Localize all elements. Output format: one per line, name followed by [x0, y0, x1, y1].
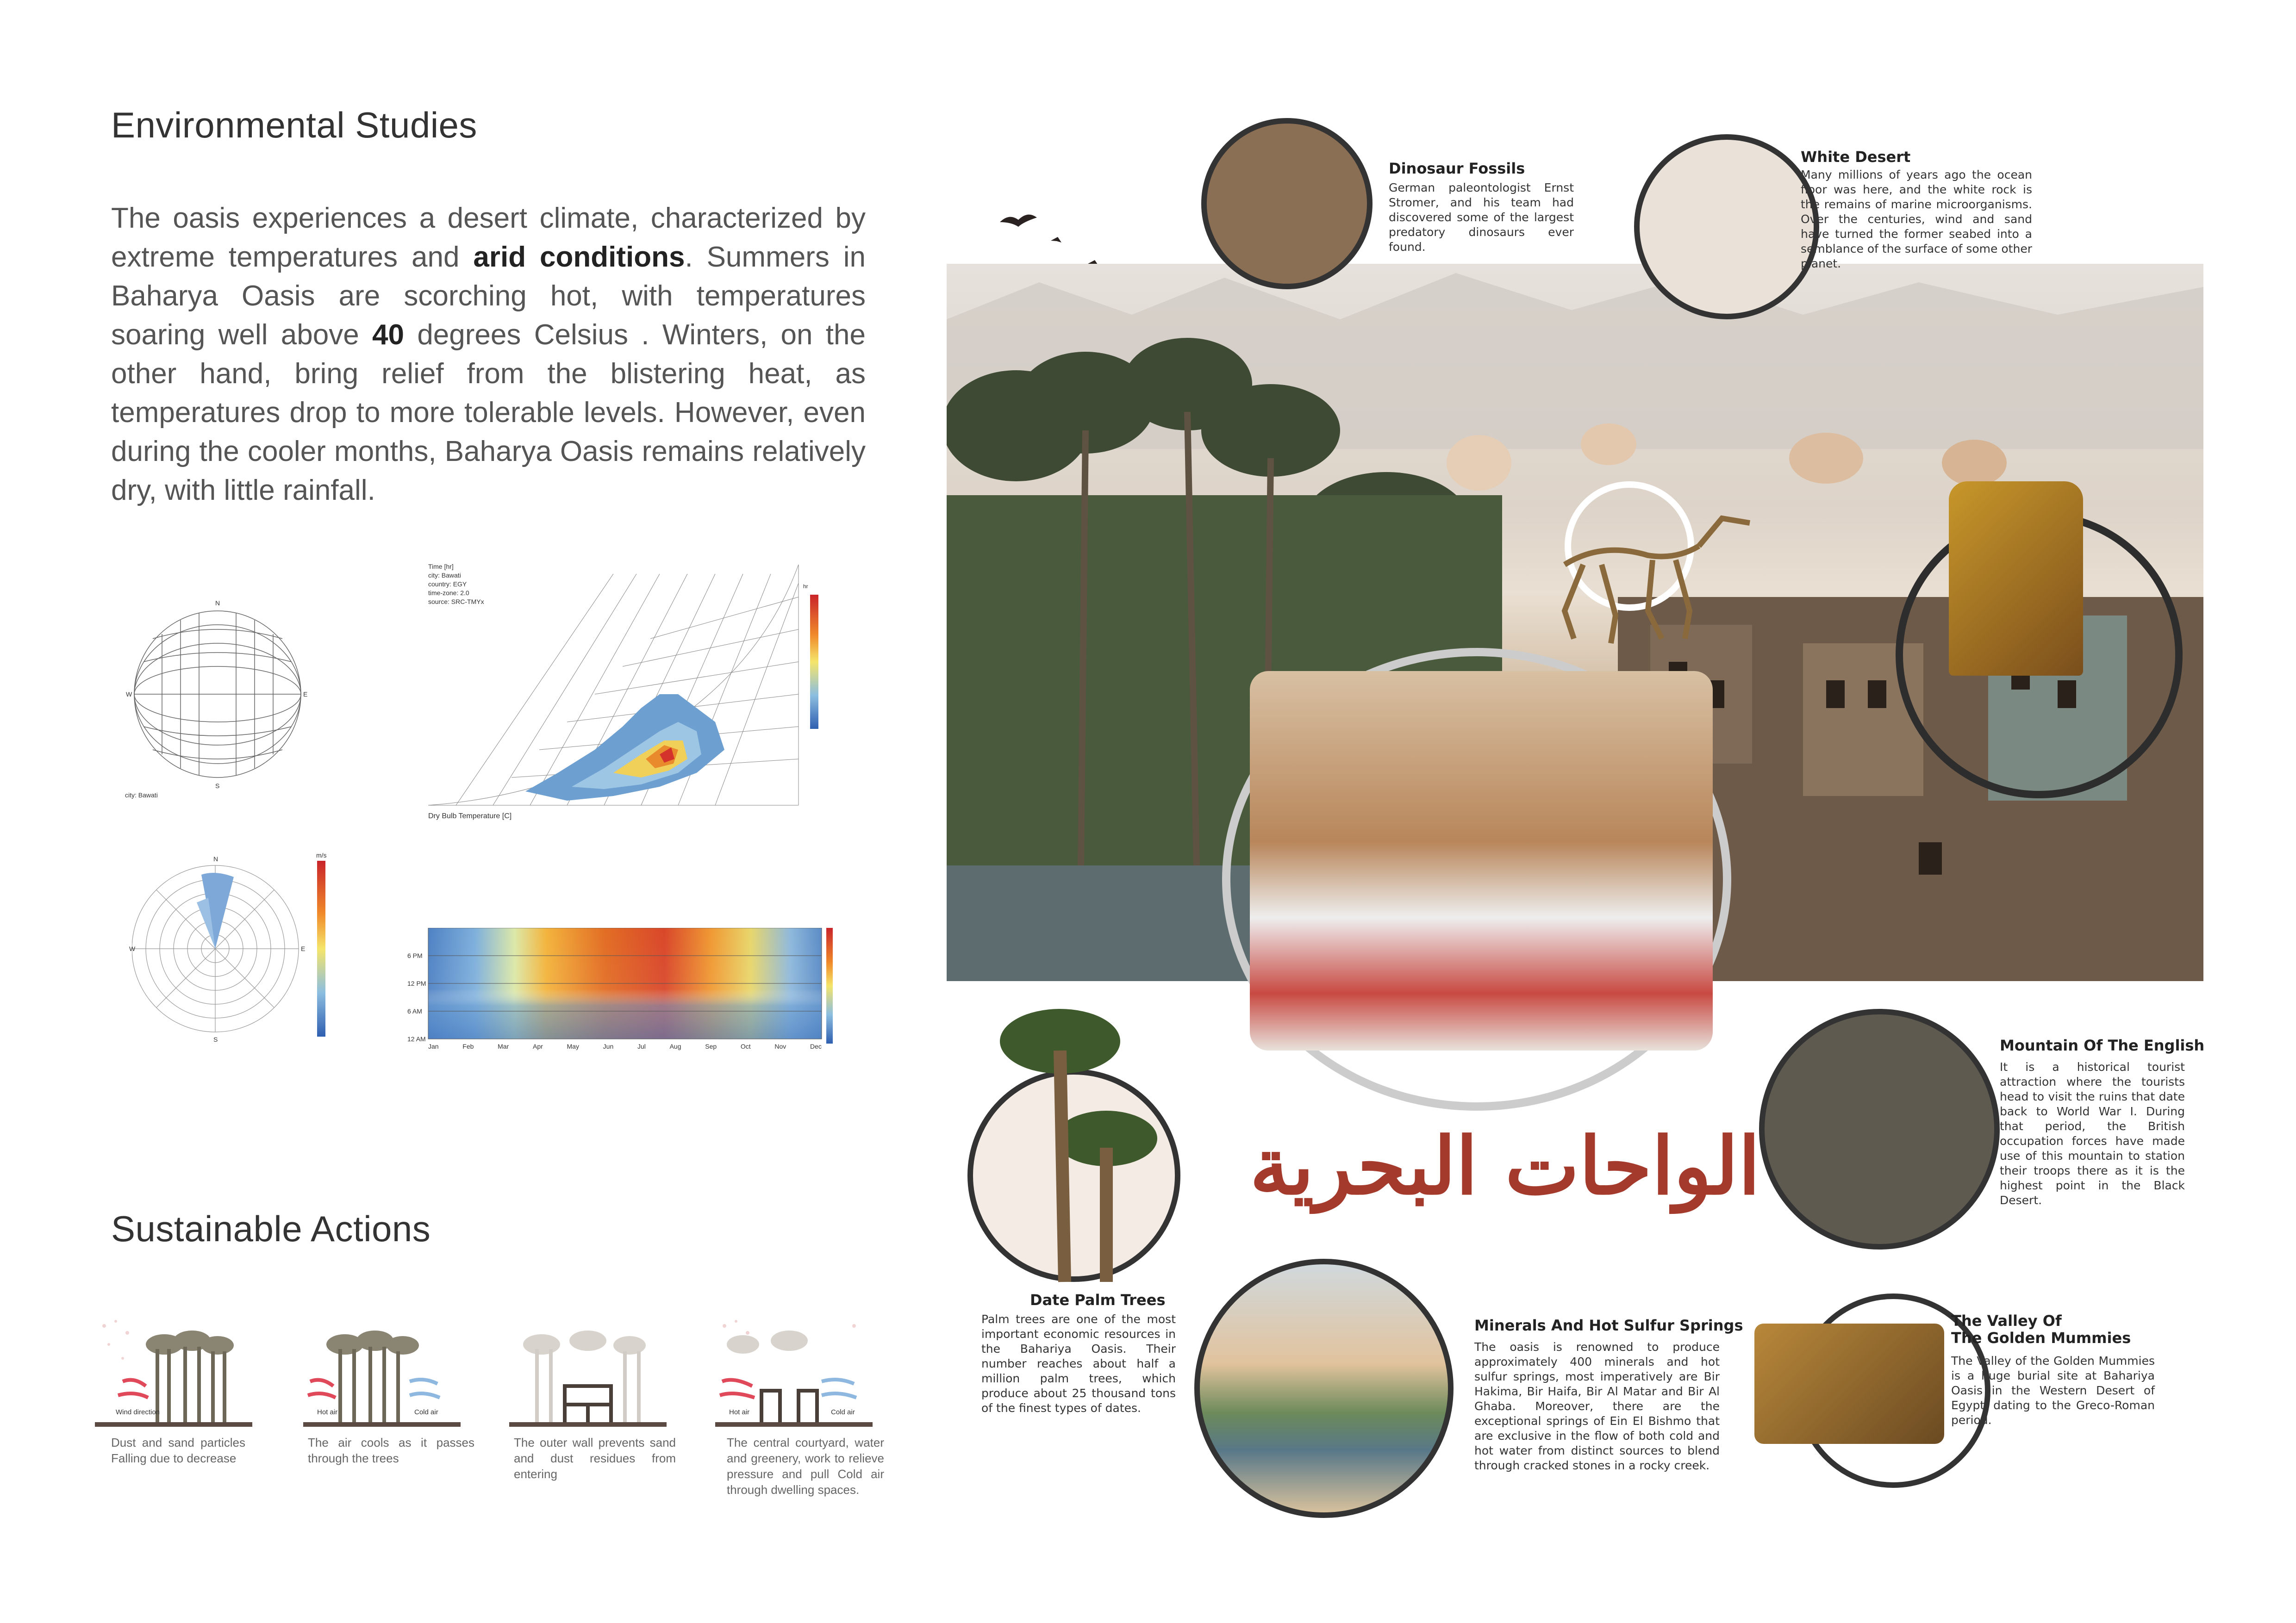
- golden-mummies-title-line1: The Valley Of: [1951, 1312, 2062, 1330]
- month-tick: Jun: [603, 1043, 614, 1050]
- north-label: N: [215, 599, 220, 607]
- psychrometric-chart: [419, 555, 826, 833]
- heatmap-ytick: 12 PM: [407, 980, 426, 987]
- white-desert-title: White Desert: [1801, 148, 1911, 166]
- bedouin-camel-image: [1250, 671, 1713, 1051]
- heatmap-month-axis: [428, 1043, 822, 1050]
- wind-rose-chart: [129, 852, 345, 1046]
- sun-path-diagram: [125, 592, 329, 805]
- sa-label-hot: Hot air: [317, 1408, 338, 1416]
- sunpath-city-label: city: Bawati: [125, 791, 158, 799]
- month-tick: Sep: [705, 1043, 717, 1050]
- windrose-east-label: E: [301, 945, 306, 952]
- windrose-north-label: N: [213, 855, 218, 863]
- mountain-of-english-image: [1759, 1009, 2000, 1250]
- windrose-south-label: S: [213, 1036, 218, 1043]
- mountain-title: Mountain Of The English: [2000, 1037, 2205, 1054]
- white-desert-text: Many millions of years ago the ocean floor was here, and the white rock is the remains of marine microorganisms. Over the centuries, wind and sand have turned the former seabed into a semblance of the surface of some other planet.: [1801, 168, 2032, 270]
- hot-springs-text: The oasis is renowned to produce approximately 400 minerals and hot sulfur springs, most imperatively are Bir Hakima, Bir Haifa, Bir Al Matar and Bir Al Ghaba. Moreover, there are the exceptional springs of Ein El Bishmo that are exclusive in the flow of both cold and hot water from distinct sources to blend through cracked stones in a rocky creek.: [1474, 1340, 1720, 1472]
- psychro-legend-title: hr: [803, 583, 808, 590]
- date-palms-text: Palm trees are one of the most important economic resources in the Bahariya Oasis. Their number reaches about half a million palm trees, which produce about 25 thousand tons of the finest types of dates.: [981, 1312, 1176, 1415]
- dinosaur-fossils-text: German paleontologist Ernst Stromer, and his team had discovered some of the largest predatory dinosaurs ever found.: [1389, 181, 1574, 254]
- sa-label-cold: Cold air: [831, 1408, 855, 1416]
- environmental-paragraph: [111, 199, 866, 510]
- sa-figure-outer-wall: [509, 1312, 667, 1428]
- meta-line: country: EGY: [428, 580, 467, 588]
- month-tick: Apr: [532, 1043, 543, 1050]
- meta-line: Time [hr]: [428, 563, 454, 570]
- windrose-west-label: W: [129, 945, 136, 952]
- paragraph-emphasis: arid conditions: [473, 241, 685, 273]
- sa-caption-4: The central courtyard, water and greenery, work to relieve pressure and pull Cold air through dwelling spaces.: [727, 1436, 884, 1497]
- west-label: W: [126, 690, 132, 698]
- paragraph-part: The oasis experiences a desert climate, characterized by extreme temperatures and: [111, 202, 866, 273]
- environmental-studies-title: Environmental Studies: [111, 105, 477, 145]
- month-tick: May: [567, 1043, 579, 1050]
- south-label: S: [215, 782, 220, 790]
- sa-figure-wind-direction: [95, 1312, 252, 1428]
- sa-caption-3: The outer wall prevents sand and dust residues from entering: [514, 1436, 676, 1481]
- month-tick: Dec: [810, 1043, 822, 1050]
- month-tick: Feb: [462, 1043, 474, 1050]
- date-palms-title: Date Palm Trees: [1030, 1291, 1166, 1309]
- heatmap-ytick: 6 PM: [407, 952, 423, 959]
- month-tick: Aug: [669, 1043, 681, 1050]
- heatmap-ytick: 12 AM: [407, 1035, 426, 1043]
- meta-line: time-zone: 2.0: [428, 589, 469, 597]
- sa-caption-1: Dust and sand particles Falling due to decrease: [111, 1436, 245, 1465]
- hot-springs-title: Minerals And Hot Sulfur Springs: [1474, 1317, 1743, 1334]
- month-tick: Jan: [428, 1043, 439, 1050]
- golden-mummies-image: [1754, 1324, 1944, 1444]
- arabic-title: الواحات البحرية: [1250, 1120, 1760, 1213]
- month-tick: Nov: [774, 1043, 786, 1050]
- hot-springs-image: [1194, 1259, 1454, 1518]
- windrose-legend-title: m/s: [316, 852, 327, 859]
- month-tick: Jul: [637, 1043, 646, 1050]
- meta-line: city: Bawati: [428, 572, 461, 579]
- golden-mask-image: [1949, 481, 2083, 676]
- animal-skeleton-image: [1546, 491, 1768, 648]
- dinosaur-fossils-title: Dinosaur Fossils: [1389, 160, 1525, 177]
- dinosaur-fossil-image: [1201, 118, 1373, 289]
- sa-label-cold: Cold air: [414, 1408, 438, 1416]
- sa-figure-air-cools: [303, 1312, 461, 1428]
- white-desert-image: [1634, 134, 1819, 319]
- meta-line: source: SRC-TMYx: [428, 598, 484, 605]
- heatmap-ytick: 6 AM: [407, 1007, 422, 1015]
- psychro-xlabel: Dry Bulb Temperature [C]: [428, 812, 512, 820]
- temperature-heatmap: [403, 928, 847, 1053]
- sustainable-actions-title: Sustainable Actions: [111, 1208, 431, 1249]
- mountain-text: It is a historical tourist attraction where the tourists head to visit the ruins that date back to World War I. During that period, the British occupation forces have made use of this mountain to station their troops there as it is the highest point in the Black Desert.: [2000, 1060, 2185, 1207]
- paragraph-part: degrees Celsius . Winters, on the other hand, bring relief from the blistering heat, as temperatures drop to more tolerable levels. However, even during the cooler months, Baharya Oasis remains relatively dry, with little rainfall.: [111, 319, 866, 506]
- paragraph-part: . Summers in Baharya Oasis are scorching hot, with temperatures soaring well above: [111, 241, 866, 351]
- east-label: E: [303, 690, 308, 698]
- paragraph-emphasis: 40: [372, 319, 404, 351]
- golden-mummies-title-line2: The Golden Mummies: [1951, 1329, 2131, 1347]
- sa-caption-2: The air cools as it passes through the trees: [308, 1436, 474, 1465]
- sa-figure-central-courtyard: [715, 1312, 873, 1428]
- sa-label: Wind direction: [116, 1408, 160, 1416]
- month-tick: Oct: [740, 1043, 751, 1050]
- sa-label-hot: Hot air: [729, 1408, 750, 1416]
- date-palm-illustration: [972, 1000, 1180, 1287]
- golden-mummies-text: The Valley of the Golden Mummies is a huge burial site at Bahariya Oasis in the Western Desert of Egypt, dating to the Greco-Roman period.: [1951, 1354, 2155, 1427]
- month-tick: Mar: [498, 1043, 509, 1050]
